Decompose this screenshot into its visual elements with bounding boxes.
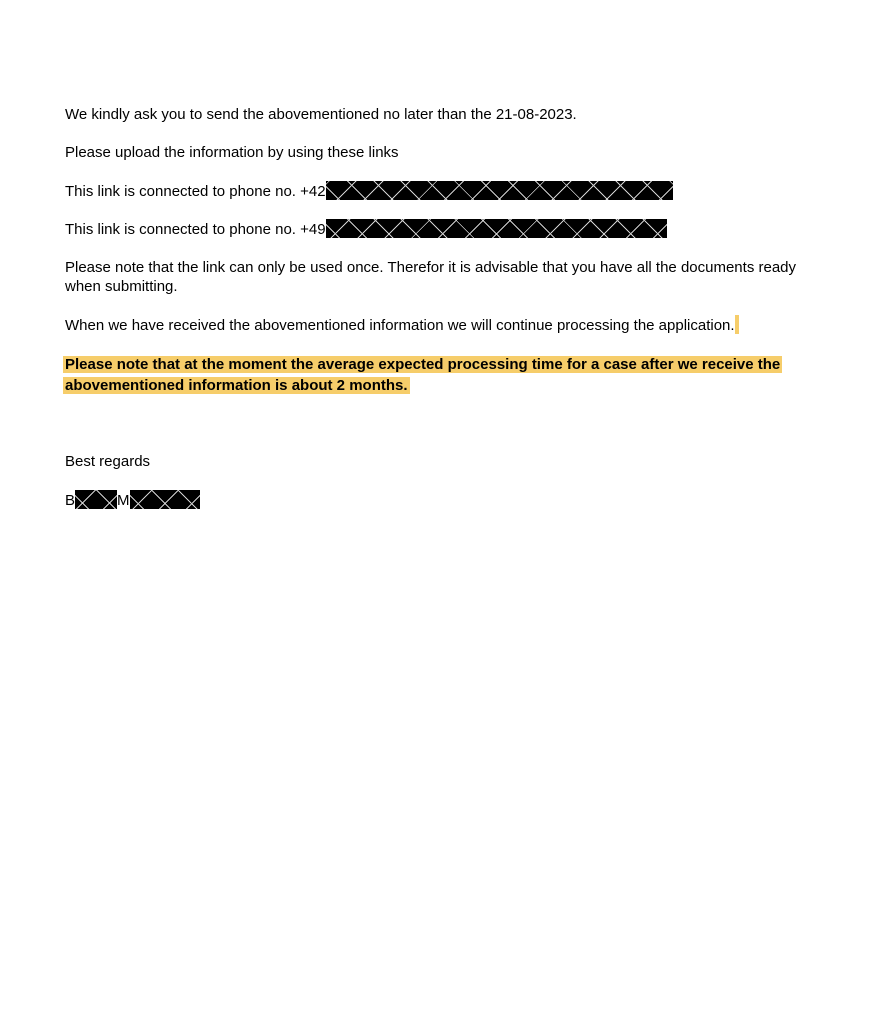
signature-last-initial: M xyxy=(117,492,130,509)
continue-note: When we have received the abovementioned information we will continue processing the application. xyxy=(65,317,735,334)
redacted-phone-1 xyxy=(326,181,673,200)
continue-line xyxy=(65,315,739,335)
once-note: Please note that the link can only be used once. Therefor it is advisable that you have all the documents ready when submitting. xyxy=(65,259,797,295)
signature xyxy=(65,490,200,510)
redacted-phone-2 xyxy=(326,219,667,238)
deadline-sentence: We kindly ask you to send the abovementioned no later than the 21-08-2023. xyxy=(65,106,577,123)
closing: Best regards xyxy=(65,453,151,470)
redacted-last-name xyxy=(130,490,200,509)
link-text-2: This link is connected to phone no. +49 xyxy=(65,221,326,238)
link-line-1 xyxy=(65,181,673,201)
link-line-2 xyxy=(65,219,667,239)
highlight-marker xyxy=(735,315,739,334)
redacted-first-name xyxy=(75,490,117,509)
upload-instruction: Please upload the information by using these links xyxy=(65,144,399,161)
processing-time-note: Please note that at the moment the average expected processing time for a case after we receive the abovementioned information is about 2 months. xyxy=(65,356,781,394)
link-text-1: This link is connected to phone no. +42 xyxy=(65,183,326,200)
processing-time-block xyxy=(63,354,833,396)
signature-first-initial: B xyxy=(65,492,76,509)
